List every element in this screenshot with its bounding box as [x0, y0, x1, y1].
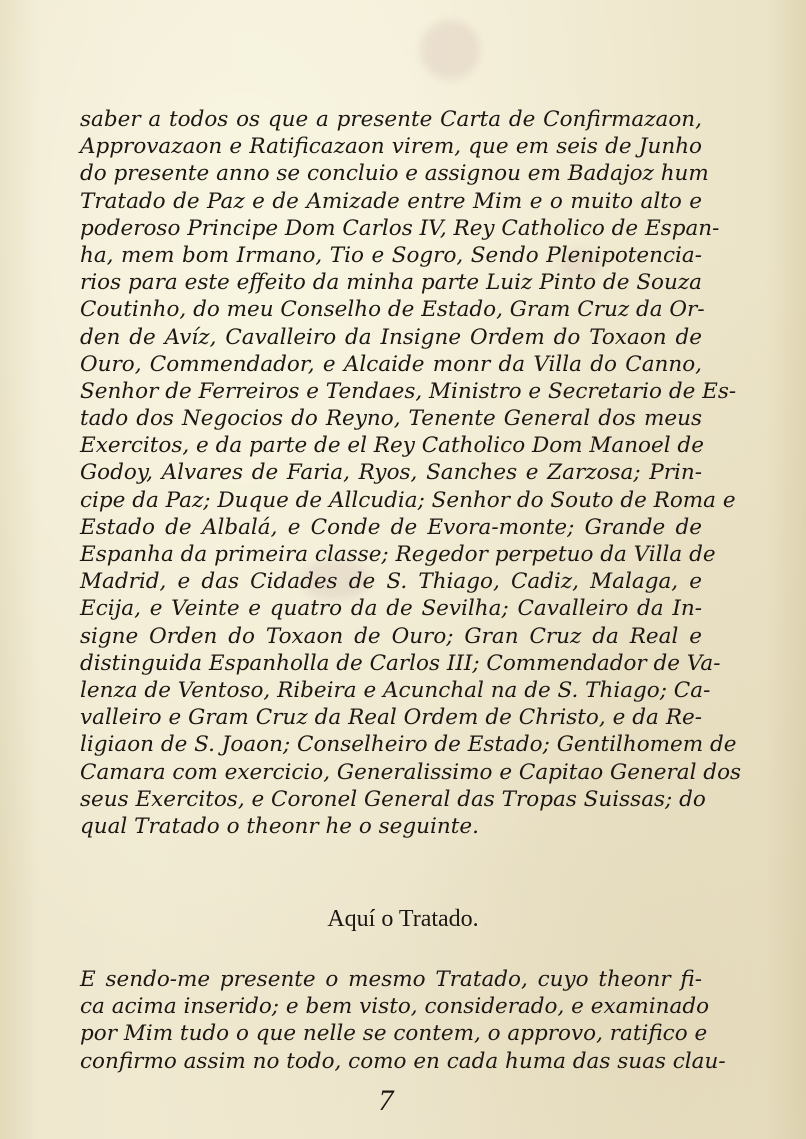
text-line: tado dos Negocios do Reyno, Tenente General dos meus: [80, 406, 702, 432]
section-heading: Aquí o Tratado.: [327, 906, 479, 932]
text-line: qual Tratado o theonr he o seguinte.: [80, 813, 479, 839]
text-line: Camara com exercicio, Generalissimo e Capitao General dos: [80, 759, 742, 785]
text-line: den de Avíz, Cavalleiro da Insigne Ordem do Toxaon de: [80, 324, 702, 350]
text-line: valleiro e Gram Cruz da Real Ordem de Christo, e da Re-: [80, 705, 702, 731]
text-line: confirmo assim no todo, como en cada huma das suas clau-: [80, 1048, 726, 1074]
text-line: Coutinho, do meu Conselho de Estado, Gram Cruz da Or-: [80, 297, 705, 323]
text-line: lenza de Ventoso, Ribeira e Acunchal na de S. Thiago; Ca-: [80, 677, 711, 703]
text-line: Godoy, Alvares de Faria, Ryos, Sanches e Zarzosa; Prin-: [80, 460, 702, 486]
text-line: E sendo-me presente o mesmo Tratado, cuyo theonr fi-: [80, 967, 702, 992]
text-line: seus Exercitos, e Coronel General das Tropas Suissas; do: [80, 786, 706, 812]
text-line: Tratado de Paz e de Amizade entre Mim e o muito alto e: [80, 188, 702, 214]
closing-text: [80, 966, 726, 1075]
text-line: ha, mem bom Irmano, Tio e Sogro, Sendo Plenipotencia-: [80, 242, 702, 268]
paper-stain: [420, 20, 480, 80]
page-number: 7: [378, 1084, 394, 1117]
text-line: Espanha da primeira classe; Regedor perpetuo da Villa de: [80, 542, 716, 567]
text-line: rios para este effeito da minha parte Luiz Pinto de Souza: [80, 270, 702, 296]
text-line: Ecija, e Veinte e quatro da de Sevilha; Cavalleiro da In-: [80, 596, 702, 622]
text-line: cipe da Paz; Duque de Allcudia; Senhor do Souto de Roma e: [80, 487, 736, 513]
text-line: Senhor de Ferreiros e Tendaes, Ministro e Secretario de Es-: [80, 378, 737, 404]
text-line: distinguida Espanholla de Carlos III; Commendador de Va-: [80, 650, 721, 676]
text-line: Approvazaon e Ratificazaon virem, que em seis de Junho: [80, 134, 702, 160]
text-line: signe Orden do Toxaon de Ouro; Gran Cruz da Real e: [80, 623, 702, 649]
text-line: Ouro, Commendador, e Alcaide monr da Villa do Canno,: [80, 351, 702, 377]
text-line: por Mim tudo o que nelle se contem, o approvo, ratifico e: [80, 1021, 708, 1047]
text-line: ligiaon de S. Joaon; Conselheiro de Estado; Gentilhomem de: [80, 732, 737, 758]
text-line: do presente anno se concluio e assignou em Badajoz hum: [80, 161, 709, 187]
text-line: Exercitos, e da parte de el Rey Catholico Dom Manoel de: [80, 433, 704, 459]
text-line: poderoso Principe Dom Carlos IV, Rey Catholico de Espan-: [80, 215, 720, 241]
main-text: [80, 106, 742, 840]
text-line: saber a todos os que a presente Carta de Confirmazaon,: [80, 107, 702, 132]
text-line: ca acima inserido; e bem visto, considerado, e examinado: [80, 994, 710, 1020]
text-line: Estado de Albalá, e Conde de Evora-monte; Grande de: [80, 514, 702, 540]
text-line: Madrid, e das Cidades de S. Thiago, Cadiz, Malaga, e: [80, 569, 702, 595]
